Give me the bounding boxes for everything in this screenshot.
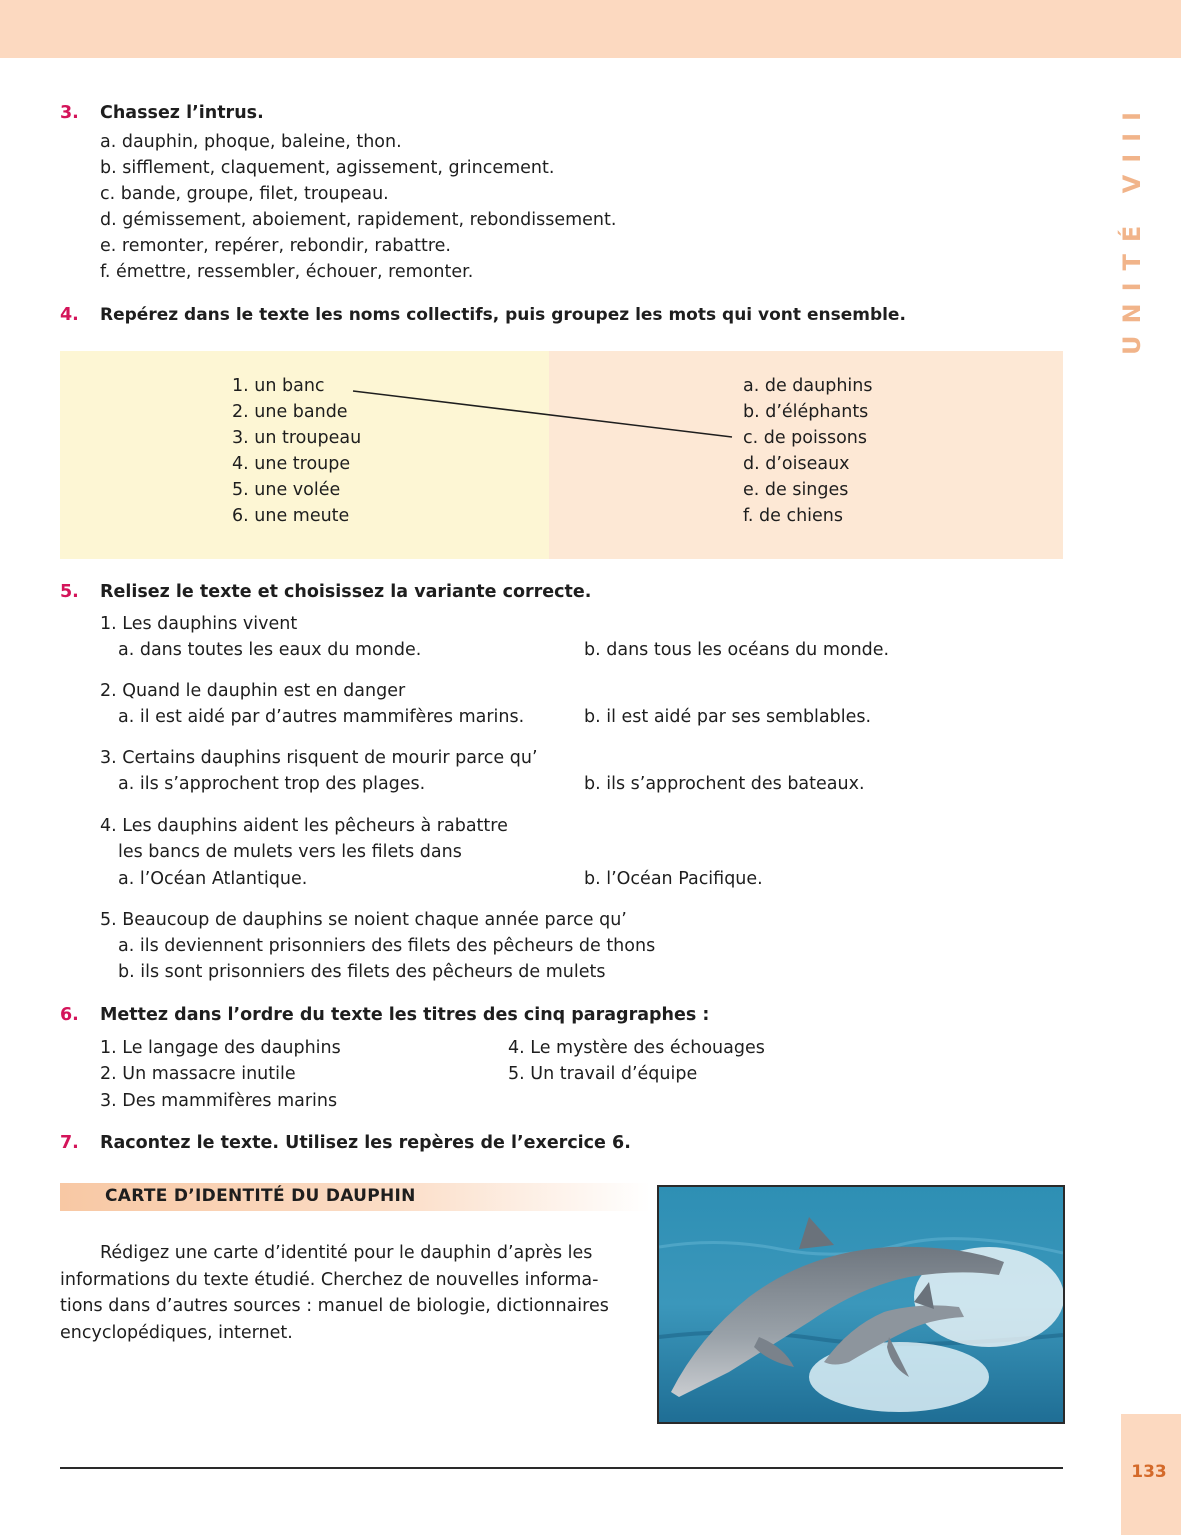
paragraph-line: Rédigez une carte d’identité pour le dauphin d’après les [100, 1243, 593, 1263]
match-item-left: 2. une bande [232, 402, 348, 422]
option-a: a. il est aidé par d’autres mammifères marins. [118, 707, 525, 727]
list-item: c. bande, groupe, filet, troupeau. [100, 184, 389, 204]
exercise-title: Racontez le texte. Utilisez les repères de l’exercice 6. [100, 1133, 631, 1153]
exercise-number: 4. [60, 305, 79, 325]
list-item: a. dauphin, phoque, baleine, thon. [100, 132, 402, 152]
option-a: a. ils deviennent prisonniers des filets des pêcheurs de thons [118, 936, 656, 956]
match-item-right: e. de singes [743, 480, 849, 500]
question-stem: 5. Beaucoup de dauphins se noient chaque année parce qu’ [100, 910, 627, 930]
exercise-number: 7. [60, 1133, 79, 1153]
option-a: a. l’Océan Atlantique. [118, 869, 308, 889]
match-item-right: a. de dauphins [743, 376, 873, 396]
match-item-left: 4. une troupe [232, 454, 351, 474]
match-item-right: b. d’éléphants [743, 402, 869, 422]
section-paragraph [60, 1240, 635, 1346]
match-item-right: f. de chiens [743, 506, 844, 526]
match-item-right: c. de poissons [743, 428, 868, 448]
unit-side-title [1117, 100, 1147, 355]
option-b: b. ils sont prisonniers des filets des pêcheurs de mulets [118, 962, 606, 982]
dolphin-photo [657, 1185, 1065, 1424]
page-number: 133 [1131, 1462, 1167, 1482]
option-b: b. il est aidé par ses semblables. [584, 707, 872, 727]
top-color-band [0, 0, 1181, 58]
paragraph-title-item: 3. Des mammifères marins [100, 1091, 338, 1111]
list-item: f. émettre, ressembler, échouer, remonter. [100, 262, 474, 282]
exercise-number: 5. [60, 582, 79, 602]
section-heading [60, 1183, 650, 1211]
option-a: a. dans toutes les eaux du monde. [118, 640, 422, 660]
paragraph-title-item: 2. Un massacre inutile [100, 1064, 296, 1084]
question-stem: 2. Quand le dauphin est en danger [100, 681, 406, 701]
dolphin-illustration [659, 1187, 1063, 1422]
paragraph-line: tions dans d’autres sources : manuel de biologie, dictionnaires [60, 1296, 609, 1316]
exercise-title: Chassez l’intrus. [100, 103, 264, 123]
paragraph-line: informations du texte étudié. Cherchez de nouvelles informa- [60, 1269, 599, 1290]
match-item-left: 1. un banc [232, 376, 325, 396]
matching-table [60, 351, 1063, 559]
list-item: e. remonter, repérer, rebondir, rabattre. [100, 236, 451, 256]
question-stem: 1. Les dauphins vivent [100, 614, 298, 634]
section-heading-text: CARTE D’IDENTITÉ DU DAUPHIN [105, 1186, 416, 1206]
paragraph-title-item: 4. Le mystère des échouages [508, 1038, 765, 1058]
exercise-title: Relisez le texte et choisissez la variante correcte. [100, 582, 592, 602]
list-item: b. sifflement, claquement, agissement, grincement. [100, 158, 555, 178]
bottom-rule [60, 1467, 1063, 1469]
exercise-title: Repérez dans le texte les noms collectifs, puis groupez les mots qui vont ensemble. [100, 305, 906, 325]
list-item: d. gémissement, aboiement, rapidement, rebondissement. [100, 210, 617, 230]
option-b: b. l’Océan Pacifique. [584, 869, 763, 889]
paragraph-line: encyclopédiques, internet. [60, 1322, 293, 1343]
paragraph-title-item: 5. Un travail d’équipe [508, 1064, 698, 1084]
exercise-title: Mettez dans l’ordre du texte les titres des cinq paragraphes : [100, 1005, 710, 1025]
exercise-number: 3. [60, 103, 79, 123]
side-title-text: UNITÉ VIII [1118, 100, 1146, 355]
match-item-left: 3. un troupeau [232, 428, 362, 448]
paragraph-title-item: 1. Le langage des dauphins [100, 1038, 341, 1058]
page-number-tab [1121, 1414, 1181, 1535]
example-connector-line [60, 351, 1063, 559]
match-item-left: 6. une meute [232, 506, 350, 526]
exercise-number: 6. [60, 1005, 79, 1025]
match-item-left: 5. une volée [232, 480, 341, 500]
question-stem-continued: les bancs de mulets vers les filets dans [118, 842, 462, 862]
option-b: b. dans tous les océans du monde. [584, 640, 890, 660]
option-b: b. ils s’approchent des bateaux. [584, 774, 865, 794]
question-stem: 4. Les dauphins aident les pêcheurs à rabattre [100, 816, 508, 836]
match-item-right: d. d’oiseaux [743, 454, 850, 474]
option-a: a. ils s’approchent trop des plages. [118, 774, 426, 794]
question-stem: 3. Certains dauphins risquent de mourir parce qu’ [100, 748, 538, 768]
